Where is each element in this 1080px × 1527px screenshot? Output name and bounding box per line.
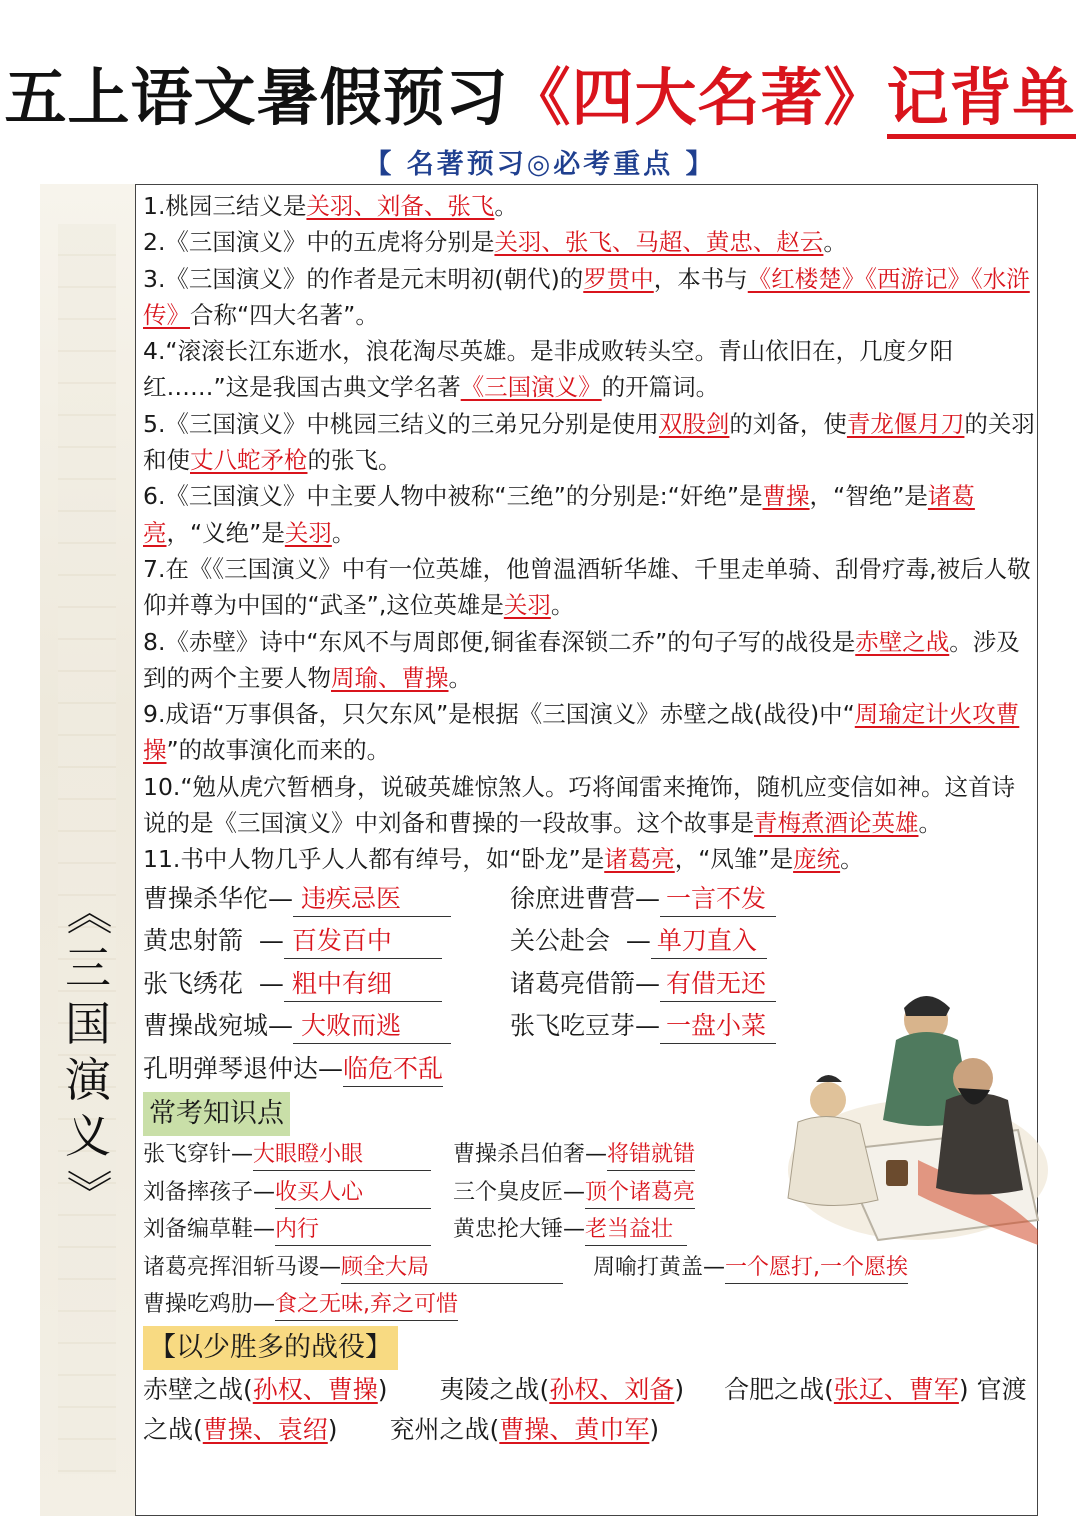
item-10: 10.“勉从虎穴暂栖身，说破英雄惊煞人。巧将闻雷来掩饰，随机应变信如神。这首诗说的是《三国演义》中刘备和曹操的一段故事。这个故事是青梅煮酒论英雄。 [143, 772, 1016, 838]
answer: 《三国演义》 [460, 373, 602, 402]
list-item: 孔明弹琴退仲达—临危不乱 [143, 1048, 1035, 1091]
answer: 顶个诸葛亮 [585, 1178, 695, 1209]
answer: 顾全大局 [341, 1253, 563, 1284]
answer: 诸葛亮 [604, 845, 675, 874]
list-item: 曹操吃鸡肋—食之无味,弃之可惜 [143, 1286, 1035, 1324]
answer: 关羽 [503, 591, 551, 620]
sidebar-char: 三 [65, 941, 111, 995]
list-item: 曹操杀华佗— 违疾忌医 徐庶进曹营— 一言不发 [143, 878, 1035, 921]
list-item: 诸葛亮挥泪斩马谡—顾全大局 周喻打黄盖—一个愿打,一个愿挨 [143, 1249, 1035, 1287]
answer: 青梅煮酒论英雄 [754, 809, 919, 838]
battle-item: 合肥之战(张辽、曹军) [724, 1374, 969, 1404]
sidebar [40, 184, 136, 1516]
answer: 老当益壮 [585, 1215, 687, 1246]
item-2: 2.《三国演义》中的五虎将分别是关羽、张飞、马超、黄忠、赵云。 [143, 228, 847, 257]
three-kingdoms-illustration [768, 960, 1048, 1250]
answer: 庞统 [793, 845, 841, 874]
answer: 有借无还 [660, 967, 776, 1002]
answer: 临危不乱 [343, 1052, 443, 1087]
answer: 违疾忌医 [293, 882, 451, 917]
answer: 将错就错 [607, 1140, 695, 1171]
answer: 单刀直入 [651, 924, 767, 959]
answer: 食之无味,弃之可惜 [275, 1290, 458, 1321]
battle-item: 夷陵之战(孙权、刘备) [439, 1374, 685, 1404]
item-9: 9.成语“万事俱备，只欠东风”是根据《三国演义》赤壁之战(战役)中“周瑜定计火攻曹操”的故事演化而来的。 [143, 700, 1020, 765]
item-8: 8.《赤壁》诗中“东风不与周郎便,铜雀春深锁二乔”的句子写的战役是赤壁之战。涉及到的两个主要人物周瑜、曹操。 [143, 627, 1020, 692]
item-3: 3.《三国演义》的作者是元末明初(朝代)的罗贯中，本书与《红楼楚》《西游记》《水浒传》合称“四大名著”。 [143, 264, 1030, 329]
answer: 粗中有细 [284, 967, 442, 1002]
item-5: 5.《三国演义》中桃园三结义的三弟兄分别是使用双股剑的刘备，使青龙偃月刀的关羽和使丈八蛇矛枪的张飞。 [143, 409, 1035, 475]
sidebar-char: 国 [65, 997, 111, 1051]
answer: 曹操 [762, 482, 810, 511]
section-tag: 常考知识点 [143, 1092, 290, 1136]
answer: 大眼瞪小眼 [253, 1140, 431, 1171]
answer: 周瑜、曹操 [331, 663, 449, 692]
list-item: 刘备编草鞋—内行 黄忠抡大锤—老当益壮 [143, 1211, 1035, 1249]
battle-item: 官渡之战(曹操、袁绍) [143, 1374, 1027, 1444]
section-tag: 【以少胜多的战役】 [143, 1326, 398, 1370]
answer: 收买人心 [275, 1178, 431, 1209]
answer: 一个愿打,一个愿挨 [725, 1253, 908, 1284]
answer: 罗贯中 [583, 264, 654, 293]
item-6: 6.《三国演义》中主要人物中被称“三绝”的分别是:“奸绝”是曹操，“智绝”是诸葛亮，“义绝”是关羽。 [143, 482, 975, 547]
sidebar-open-bracket: 《 [61, 889, 115, 935]
battle-item: 赤壁之战(孙权、曹操) [143, 1374, 388, 1404]
page-subtitle: 【 名著预习◎必考重点 】 [364, 149, 716, 180]
sidebar-char: 演 [65, 1053, 111, 1107]
sidebar-char: 义 [65, 1109, 111, 1163]
item-7: 7.在《《三国演义》中有一位英雄，他曾温酒斩华雄、千里走单骑、刮骨疗毒,被后人敬仰并尊为中国的“武圣”,这位英雄是关羽。 [143, 554, 1031, 620]
title-prefix: 五上语文暑假预习 [4, 61, 509, 134]
answer: 双股剑 [658, 409, 730, 438]
answer: 诸葛亮 [143, 482, 975, 547]
main-content [143, 188, 1035, 1450]
answer: 周瑜定计火攻曹操 [143, 700, 1020, 765]
list-item: 刘备摔孩子—收买人心 三个臭皮匠—顶个诸葛亮 [143, 1174, 1035, 1212]
answer: 关羽 [284, 518, 332, 547]
answer: 《红楼楚》《西游记》《水浒传》 [143, 264, 1030, 329]
title-suffix: 记背单 [887, 61, 1076, 139]
item-1: 1.桃园三结义是关羽、刘备、张飞。 [143, 192, 518, 220]
answer: 一言不发 [660, 882, 776, 917]
answer: 赤壁之战 [855, 627, 950, 656]
list-item: 黄忠射箭 — 百发百中 关公赴会 — 单刀直入 [143, 920, 1035, 963]
answer: 青龙偃月刀 [846, 409, 965, 438]
item-4: 4.“滚滚长江东逝水，浪花淘尽英雄。是非成败转头空。青山依旧在，几度夕阳红……”这是我国古典文学名著《三国演义》的开篇词。 [143, 337, 954, 402]
sidebar-title [40, 884, 136, 1220]
answer: 大败而逃 [293, 1009, 451, 1044]
title-book: 《四大名著》 [508, 61, 887, 134]
scroll-decoration [58, 224, 116, 1474]
page-title [0, 58, 1080, 138]
answer: 关羽、张飞、马超、黄忠、赵云 [494, 228, 824, 257]
battles-list [143, 1370, 1035, 1450]
answer: 一盘小菜 [660, 1009, 776, 1044]
list-item: 张飞绣花 — 粗中有细 诸葛亮借箭— 有借无还 [143, 963, 1035, 1006]
battle-item: 兖州之战(曹操、黄巾军) [389, 1414, 660, 1444]
list-item: 张飞穿针—大眼瞪小眼 曹操杀吕伯奢—将错就错 [143, 1136, 1035, 1174]
answer: 丈八蛇矛枪 [190, 446, 308, 475]
answer: 百发百中 [284, 924, 442, 959]
answer: 内行 [275, 1215, 431, 1246]
item-11: 11.书中人物几乎人人都有绰号，如“卧龙”是诸葛亮，“凤雏”是庞统。 [143, 845, 864, 874]
sidebar-close-bracket: 》 [61, 1169, 115, 1215]
answer: 关羽、刘备、张飞 [306, 192, 495, 220]
battles-tag-row [143, 1326, 1035, 1370]
list-item: 曹操战宛城— 大败而逃 张飞吃豆芽— 一盘小菜 [143, 1005, 1035, 1048]
